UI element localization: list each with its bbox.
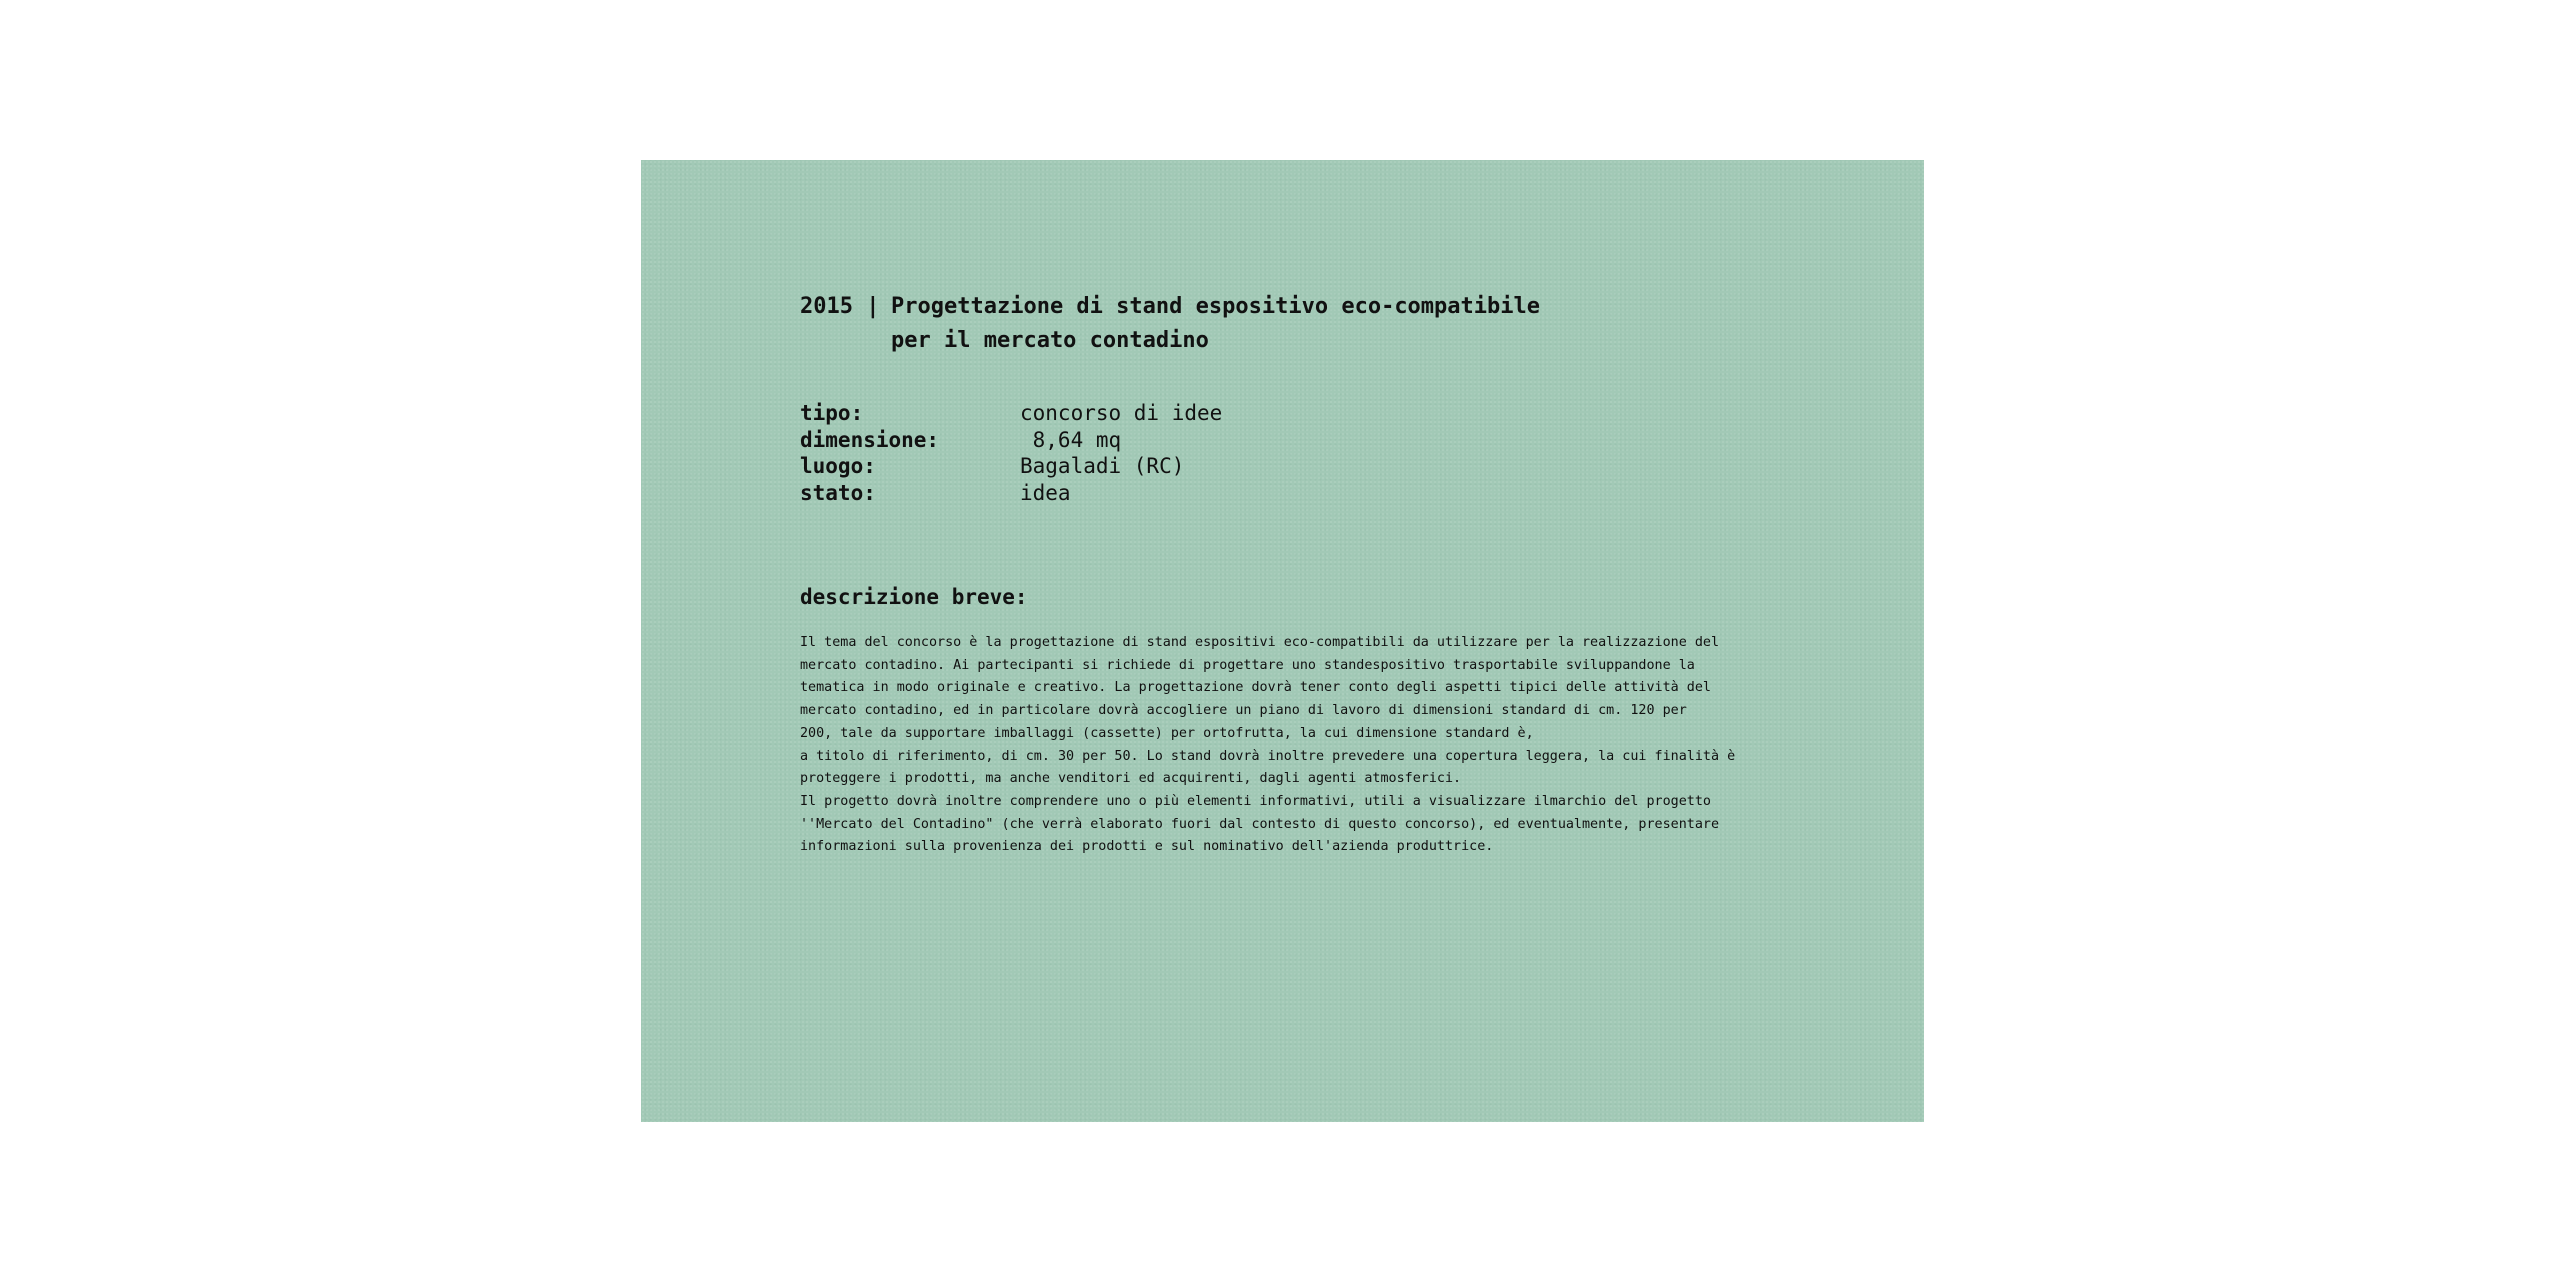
project-info-list [800, 400, 1800, 506]
project-title-line2: per il mercato contadino [891, 328, 1209, 353]
description-line: Il tema del concorso è la progettazione di stand espositivi eco-compatibili da utilizzare per la realizzazione del [800, 635, 1720, 650]
info-label: dimensione: [800, 427, 940, 452]
project-title [800, 290, 1800, 358]
project-year: 2015 | [800, 294, 880, 319]
info-row-dimensione [800, 427, 1800, 454]
info-value: idea [1020, 480, 1071, 505]
description-line: mercato contadino, ed in particolare dovrà accogliere un piano di lavoro di dimensioni standard di cm. 120 per [800, 703, 1687, 719]
description-body [800, 632, 1780, 859]
description-heading: descrizione breve: [800, 585, 1028, 609]
project-title-line1: Progettazione di stand espositivo eco-compatibile [891, 294, 1541, 319]
project-content [800, 290, 1800, 859]
info-value: Bagaladi (RC) [1020, 454, 1185, 478]
description-line: informazioni sulla provenienza dei prodotti e sul nominativo dell'azienda produttrice. [800, 839, 1494, 855]
description-line: proteggere i prodotti, ma anche venditori ed acquirenti, dagli agenti atmosferici. [800, 771, 1462, 787]
description-line: tematica in modo originale e creativo. La progettazione dovrà tener conto degli aspetti tipici delle attività del [800, 680, 1711, 696]
info-label: tipo: [800, 401, 864, 425]
description-line: Il progetto dovrà inoltre comprendere uno o più elementi informativi, utili a visualizzare ilmarchio del progetto [800, 793, 1711, 809]
description-line: a titolo di riferimento, di cm. 30 per 50. Lo stand dovrà inoltre prevedere una copertura leggera, la cui finalità è [800, 748, 1736, 764]
info-row-stato [800, 480, 1800, 507]
info-row-tipo [800, 400, 1800, 427]
description-line: mercato contadino. Ai partecipanti si richiede di progettare uno standespositivo trasportabile sviluppandone la [800, 657, 1695, 673]
info-row-luogo [800, 453, 1800, 480]
info-value: concorso di idee [1020, 401, 1223, 425]
info-label: stato: [800, 480, 876, 505]
info-label: luogo: [800, 454, 876, 478]
project-card [641, 160, 1924, 1122]
description-line: ''Mercato del Contadino" (che verrà elaborato fuori dal contesto di questo concorso), ed eventualmente, presentare [800, 816, 1720, 832]
info-value: 8,64 mq [1020, 427, 1122, 452]
description-line: 200, tale da supportare imballaggi (cassette) per ortofrutta, la cui dimensione standard è, [800, 725, 1534, 741]
